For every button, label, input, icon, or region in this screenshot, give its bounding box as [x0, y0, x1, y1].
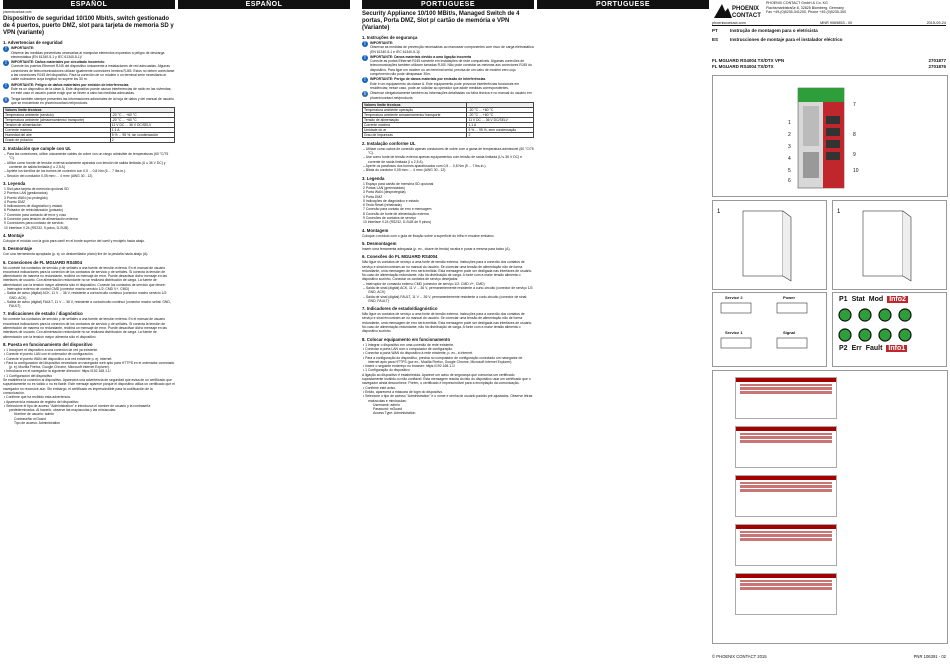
notice-text: Observar as medidas de prevenção necessárias ao manusear componentes com risco de carga eletrostática (EN 61340-5-1 e IEC 61340-5-1)!: [370, 45, 534, 54]
notice-title: IMPORTANTE: Daños materiales por circuitado incorrecto: [11, 60, 105, 65]
address-line: Flachsmarktstraße 8, 32825 Blomberg, Germany: [766, 5, 844, 10]
info-icon: i: [3, 97, 9, 103]
table-cell: -20 °C ... +60 °C: [110, 118, 174, 123]
device-illustration: [713, 76, 947, 196]
device-illustration-panel: [712, 75, 948, 197]
column-es-left: [3, 0, 175, 672]
list-item: Password: mGuard: [373, 407, 403, 412]
list-item: 4 Puerto DMZ: [4, 199, 26, 204]
column-header: PORTUGUESE: [537, 0, 709, 9]
notice-title: IMPORTANTE: Danos materiais devido a uma ligação incorreta: [370, 54, 472, 59]
list-item: Username: admin: [373, 402, 400, 407]
led-label: Info2: [889, 296, 906, 303]
doc-meta: [712, 21, 946, 26]
power-label: Power: [783, 295, 796, 300]
list-item: – Para las conexiones, utilice únicamente cables de cobre con un rango admisible de temperaturas (60 °C/75 °C).: [4, 152, 169, 161]
login-screen-thumbnail: [735, 524, 837, 566]
list-item: • Selecione o tipo de acesso "Administration" e o nome e senha de usuário padrão pré-ajustados. Observe letras maiúsculas e minúsculas:: [363, 394, 533, 403]
paragraph: Inserir uma ferramenta adequada (p. ex., chave de fenda) na aba e puxar a mesma para baixo (A).: [362, 246, 511, 251]
list-item: 4 Porta DMZ: [363, 194, 383, 199]
legend-list: [3, 187, 175, 230]
table-cell: 1,1 A: [467, 122, 534, 127]
svg-text:3: 3: [788, 144, 791, 150]
lang-code: PT: [712, 28, 718, 33]
list-item: • Aparecerá la máscara de registro del dispositivo.: [4, 399, 80, 404]
list-item: • Conectar a porta WAN do dispositivo à rede existente, p. ex., à Internet.: [363, 351, 473, 356]
column-pt-left: [362, 0, 534, 672]
service2-label: Service 2: [725, 295, 743, 300]
notice: [362, 77, 534, 90]
led-indicators: [833, 293, 946, 366]
company-name: PHOENIX CONTACT GmbH & Co. KG: [766, 1, 828, 5]
warning-icon: !: [362, 41, 368, 47]
svg-text:8: 8: [853, 132, 856, 138]
section-heading: 3. Legenda: [362, 175, 385, 181]
dismounting-panel: [832, 200, 947, 290]
list-item: 10 Interface V.24 (RS232, 9 polos, D-SUB): [4, 225, 69, 230]
table-row: [4, 138, 175, 143]
notice-text: Conecte los puertos Ethernet RJ45 del dispositivo únicamente a instalaciones de red adecuadas. Algunas conexiones de telecomunicaciones utilizan igualmente conectores hembra RJ45. Estos no deben conectarse a las conexiones RJ45 del dispositivo. Para la conexión de un módem o un terminal serie necesitará un cable nulmodem cuya longitud no supere los 30 m.: [11, 64, 175, 82]
terminal-blocks-diagram: [713, 293, 826, 366]
column-header: PORTUGUESE: [362, 0, 534, 9]
list-item: • 1 Configuración del dispositivo: [4, 373, 53, 378]
paragraph: Coloque o módulo com o guia de fixação sobre a superfície do trilho e encaixe embaixo.: [362, 233, 495, 238]
list-item: • Para la configuración del dispositivo necesitará un navegador web apto para HTTPS en el ordenador conectado (p. ej. Mozilla Firefox, Google Chrome, Microsoft Internet Explorer).: [4, 360, 175, 370]
svg-text:CONTACT: CONTACT: [732, 13, 761, 19]
list-item: • Então, aparecerá a máscara de login do dispositivo.: [363, 389, 444, 394]
lang-title: Instrução de montagem para o eletricista: [730, 28, 818, 33]
notice: [3, 60, 175, 81]
section-heading: 8. Puesta en funcionamiento del dispositivo: [3, 341, 93, 347]
product-number: 2701877: [928, 58, 946, 63]
language-list: [712, 28, 946, 42]
lang-title: Instrucciones de montaje para el instalador eléctrico: [730, 36, 843, 42]
svg-text:1: 1: [717, 209, 721, 215]
paragraph: Não ligue os contatos de serviço a uma fonte de tensão externa. Instruções para a conexão dos contatos de serviço e sinal encontram-se no manual do usuário. Se conectar uma tensão de alimentação não de forma redundante, uma mensagem de erro será emitida. Esta mensagem pode ser desligada nas interfaces de usuário. No caso de alimentação redundante, não há distribuição de carga. A fonte com a maior tensão alimenta o dispositivo sozinho. Conectar os contatos de serviço desejados:: [362, 260, 533, 282]
list-item: – Aperte os parafusos dos bornes aparafusados com 0,5 ... 0,8 Nm (5 ... 7 lbs-in.).: [363, 164, 487, 169]
bullet-list: [362, 147, 534, 173]
list-item: Contraseña: mGuard: [14, 416, 46, 421]
notice: [3, 46, 175, 59]
list-item: • Confirme este aviso.: [363, 385, 397, 390]
table-cell: 5 % ... 95 %, sem condensação: [467, 127, 534, 132]
section-heading: 7. Indicaciones de estado / diagnóstico: [3, 311, 83, 317]
warning-icon: !: [362, 55, 368, 61]
table-cell: -20 °C ... +60 °C: [467, 112, 534, 117]
list-item: – Utilice como fuente de tensión externa solamente aparatos con tensión de salida limitada (U ≤ 36 V DC) y corriente de salida limitada (I ≤ 2,5 A): [4, 160, 166, 170]
table-cell: Humedad del aire: [4, 133, 111, 138]
table-cell: Temperatura ambiente operação: [363, 107, 467, 112]
table-cell: Grau de impurezas: [363, 132, 467, 137]
bullet-list: [362, 386, 534, 403]
paragraph: Coloque el módulo con la guía para carril en el borde superior del carril y encájelo hacia abajo.: [3, 238, 146, 243]
table-cell: 11 V DC ... 36 V DC/SELV: [467, 117, 534, 122]
page-footer: [712, 654, 946, 659]
notice-text: Conecte as portas Ethernet RJ45 somente em instalações de rede compatíveis. Algumas conexões de telecomunicações também utilizam tomadas RJ45. Não pode conectar as mesmas aos conectores RJ45 do dispositivo. Para ligar um modem ou um terminal serial, precisa de um cabo de modem zero cujo comprimento não pode ultrapassar 30m.: [370, 59, 532, 77]
table-cell: 11 V DC ... 36 V DC/SELV: [110, 123, 174, 128]
list-item: – Saída de sinal (digital) FAULT, 11 V ... 36 V, permanentemente resistente a curto-circuito (conector de sinal: GND, FAULT): [363, 294, 528, 303]
list-item: Nombre de usuario: admin: [14, 412, 54, 417]
notice-text: Observar obrigatoriamente também as informações detalhadas na folha técnica e no manual do usuário em phoenixcontact.net/products.: [370, 91, 532, 100]
list-item: – Utilizar como cabos de conexão apenas condutores de cobre com a gama de temperatura admissível (60 °C/75 °C).: [363, 146, 534, 156]
signal-label: Signal: [783, 330, 796, 335]
svg-text:2: 2: [788, 132, 791, 138]
list-item: 6 Tecla Reset (rebaixada): [363, 203, 402, 208]
bullet-list: [3, 395, 175, 412]
notice-text: Tenga también siempre presentes las informaciones adicionales de la hoja de datos y del manual de usuario que se encuentran en phoenixcontact.net/products.: [11, 96, 174, 105]
warning-icon: !: [3, 46, 9, 52]
list-item: 2 Puertos LAN (gestionados): [4, 191, 48, 196]
list-item: – Salida de aviso (digital) ACK, 11 V ... 36 V, resistente a cortocircuito continuo (conector macho servicio 1/2: GND, ACK): [4, 291, 168, 300]
led-label-row-2: [839, 345, 907, 352]
section-heading: 1. Instruções de segurança: [362, 35, 418, 40]
list-item: • Inserir o seguinte endereço no browser: https://192.168.1.1/: [363, 364, 455, 369]
column-es-right: [178, 0, 350, 672]
section-heading: 6. Conexões do FL MGUARD RS4004: [362, 254, 438, 260]
list-item: • Conecte el puerto LAN con el ordenador de configuración.: [4, 352, 94, 357]
paragraph: Se establece la conexión al dispositivo. Aparecerá una advertencia de seguridad que avisa de un certificado que supuestamente no es válido o no es fiable. Este mensaje aparece porque el dispositivo utiliza un certificado que el navegador no reconoce aún. Sin embargo, el certificado es imprescindible para la codificación de la comunicación.: [3, 378, 175, 395]
table-cell: 1,1 A: [110, 128, 174, 133]
bullet-list: [3, 287, 175, 308]
credentials: [3, 412, 175, 425]
notice: [362, 55, 534, 76]
din-rail-dismounting-diagram: [833, 201, 946, 289]
table-cell: 5 % ... 95 %, sin condensación: [110, 133, 174, 138]
mnr-number: MNR 9069853 - 00: [820, 21, 853, 25]
table-cell: Tensión de alimentación: [4, 123, 111, 128]
column-header: ESPAÑOL: [3, 0, 175, 9]
paragraph: A ligação ao dispositivo é estabelecida. Aparece um aviso de segurança que comunica um certificado supostamente inválido ou não confiável. Esta mensagem resulta do fato do dispositivo usar um certificado que o navegador ainda desconhece. Porém, o certificado é imprescindível para a encriptação da comunicação.: [362, 372, 531, 386]
list-item: 10 Interface V.24 (RS232, D-SUB de 9 pinos): [363, 220, 432, 225]
phone-line: Fax +49-(0)5235-341200, Phone +49-(0)5235-300: [766, 10, 847, 14]
service1-label: Service 1: [725, 330, 743, 335]
list-item: 9 Conexões de contatos de serviço: [363, 216, 416, 221]
list-item: 7 Conexão para contato de erro e mensagem: [363, 207, 432, 212]
list-item: 5 Indicações de diagnóstico e estado: [363, 198, 419, 203]
list-item: – Saída de sinal (digital) ACK, 11 V ... 36 V, permanentemente resistente a curto-circuito (conector de serviço 1/2: GND, ACK): [363, 285, 534, 295]
list-item: • Conecte el puerto WAN del dispositivo a la red existente p. ej. Internet.: [4, 356, 113, 361]
svg-text:9: 9: [853, 152, 856, 158]
section-heading: 3. Leyenda: [3, 180, 26, 186]
login-screen-thumbnail: [735, 426, 837, 468]
table-cell: Temperatura ambiente (servicio): [4, 113, 111, 118]
table-cell: Temperatura ambiente armazenamento/ transporte: [363, 112, 467, 117]
pnr-number: PNR 106391 - 02: [913, 654, 946, 659]
column-pt-right: [537, 0, 709, 672]
list-item: 1 Espaço para cartão de memória SD opcional: [363, 181, 434, 186]
notice-text: Observe las medidas preventivas necesarias al manipular elementos expuestos a peligro de descarga electrostática (EN 61340-5-1 y IEC 61340-5-1)!: [11, 50, 165, 59]
notice: [3, 83, 175, 96]
limit-values-table: [362, 102, 534, 138]
list-item: – Salida de aviso (digital) FAULT, 11 V ... 36 V, resistente a cortocircuito continuo (conector macho señal: GND, FAULT): [4, 299, 171, 309]
list-item: 2 Portas LAN (gerenciadas): [363, 185, 405, 190]
bullet-list: [362, 282, 534, 303]
section-heading: 5. Desmontagem: [362, 240, 397, 246]
table-cell: Corrente máxima: [363, 122, 467, 127]
table-cell: -20 °C ... +60 °C: [467, 107, 534, 112]
warning-icon: !: [3, 60, 9, 66]
list-item: • 1 Configuração do dispositivo: [363, 368, 410, 373]
svg-text:7: 7: [853, 102, 856, 108]
section-heading: 1. Advertencias de seguridad: [3, 40, 63, 46]
table-cell: Tensão de alimentação: [363, 117, 467, 122]
table-row: [363, 132, 534, 137]
paragraph: Con una herramienta apropiada (p. ej. un destornillador plano) tire de la pestaña hacia abajo (A).: [3, 252, 149, 257]
table-cell: 2: [467, 132, 534, 137]
notice-text: Este es un dispositivo de la clase A. Este dispositivo puede causar interferencias de radio en las viviendas; en este caso el usuario puede exigir que se lleven a cabo las medidas adecuadas.: [11, 86, 172, 96]
column-info: [712, 0, 948, 672]
list-item: 3 Porta WAN (desprotegida): [363, 190, 406, 195]
list-item: Tipo de acceso: Administration: [14, 421, 61, 425]
notice-title: IMPORTANTE: Perigo de danos materiais por emissão de interferências: [370, 77, 486, 82]
section-heading: 5. Desmontaje: [3, 246, 33, 252]
section-heading: 2. Instalación que cumple con UL: [3, 146, 72, 152]
paragraph: No conecte los contactos de servicio y de señales a una fuente de tensión externa. En el manual de usuario encontrará indicaciones para la conexión de los contactos de servicio y de señales. Si conecta la tensión de alimentación de manera no redundante, recibirá un mensaje de error. Puede desactivar dicho mensaje en las interfaces de usuario. Con alimentación redundante no se realizará distribución de carga. La fuente de alimentación con la tensión mayor alimenta sólo el dispositivo. Conecte los contactos de servicio que desee:: [3, 265, 167, 287]
list-item: 1 Slot para tarjeta de memoria opcional SD: [4, 186, 69, 191]
list-item: 5 Indicaciones de diagnóstico y estado: [4, 204, 63, 209]
list-item: • Conectar a porta LAN com o computador de configuração.: [363, 346, 453, 351]
led-label: P1: [839, 296, 848, 303]
paragraph: Não ligue os contatos de serviço a uma fonte de tensão externa. Instruções para a conexão dos contatos de serviço e sinal encontram-se no manual do usuário. Se conectar uma tensão de alimentação não de forma redundante, uma mensagem de erro será emitida. Esta mensagem pode ser desligada nas interfaces de usuário. No caso de alimentação redundante, não há distribuição de carga. A fonte com a maior tensão alimenta o dispositivo sozinho.: [362, 312, 533, 334]
notice: [362, 91, 534, 100]
list-item: 8 Conexión para tensión de alimentación externa: [4, 217, 78, 222]
section-heading: 4. Montagem: [362, 227, 389, 233]
notice-title: IMPORTANTE:: [370, 41, 394, 45]
table-cell: Corriente máxima: [4, 128, 111, 133]
led-label: Fault: [865, 345, 883, 352]
svg-text:5: 5: [788, 168, 791, 174]
svg-text:PHOENIX: PHOENIX: [732, 6, 760, 12]
section-heading: 2. Instalação conforme UL: [362, 140, 416, 146]
connections-panel: [712, 292, 827, 367]
list-item: – Interruptor externo de control CMD (conector macho servicio 1/2: CMD V+, CMD): [4, 286, 130, 291]
svg-text:6: 6: [788, 178, 791, 184]
list-item: • Introduzca en el navegador la siguiente dirección: https://192.168.1.1/: [4, 369, 111, 374]
warning-icon: !: [362, 77, 368, 83]
table-cell: -20 °C ... +60 °C: [110, 113, 174, 118]
svg-text:4: 4: [788, 156, 791, 162]
lang-code: ES: [712, 36, 719, 42]
list-item: 6 Pulsador de reinicialización (pulsado): [4, 208, 63, 213]
product-name: FL MGUARD RS4004 TX/DTX: [712, 63, 774, 69]
doc-title: Security Appliance 10/100 MBit/s, Managed Switch de 4 portas, Porta DMZ, Slot p/ cartão de memória e VPN (Variante): [362, 11, 520, 31]
list-item: 9 Conexiones para contacto de servicio: [4, 221, 64, 226]
led-label: P2: [839, 345, 848, 352]
section-heading: 4. Montaje: [3, 232, 25, 238]
product-list: [712, 58, 946, 69]
led-label: Err: [851, 345, 862, 352]
svg-text:1: 1: [837, 209, 841, 215]
web-address: phoenixcontact.com: [712, 21, 746, 25]
notice-title: IMPORTANTE: Peligro de daños materiales por emisión de interferencias: [11, 82, 129, 87]
list-item: – Apriete los tornillos de los bornes de conexión con 0,5 ... 0,8 Nm (5 ... 7 lbs-in.).: [4, 169, 127, 174]
login-screen-thumbnail: [735, 573, 837, 615]
legend-list: [362, 182, 534, 225]
section-heading: 8. Colocar equipamento em funcionamento: [362, 336, 451, 342]
section-heading: 6. Conexiones de FL MGUARD RS4004: [3, 259, 82, 265]
phoenix-contact-logo: [712, 2, 764, 20]
product-name: FL MGUARD RS4004 TX/DTX VPN: [712, 58, 785, 63]
list-item: 7 Conexión para contacto de error y voso: [4, 212, 67, 217]
led-label: Stat: [851, 296, 865, 303]
date: 2015-09-24: [926, 21, 946, 25]
led-panel: [832, 292, 947, 367]
led-label: Info1: [888, 345, 906, 352]
limit-values-table: [3, 107, 175, 143]
list-item: • Confirme que ha recibido esta advertencia.: [4, 395, 71, 400]
column-header: ESPAÑOL: [178, 0, 350, 9]
svg-text:10: 10: [853, 168, 859, 174]
warning-icon: !: [3, 83, 9, 89]
section-heading: 7. Indicadores de estado/diagnóstico: [362, 306, 438, 312]
notice: [362, 41, 534, 54]
list-item: – Bitola do condutor 0,05 mm² ... 4 mm² (AWG 30 - 12): [363, 168, 446, 173]
credentials: [362, 403, 534, 416]
svg-text:1: 1: [788, 120, 791, 126]
list-item: Access Type: Administration: [373, 411, 416, 416]
list-item: – Interruptor de comando externo CMD (conector de serviço 1/2: CMD V+, CMD): [363, 281, 485, 286]
company-address: [766, 1, 846, 15]
notice-text: Este é um equipamento da classe A. Este equipamento pode provocar interferências funcionais em residências; nesse caso, pode-se solicitar ao operador que adote medidas correspondentes.: [370, 81, 520, 90]
table-cell: Umidade do ar: [363, 127, 467, 132]
web-address: phoenixcontact.com: [3, 10, 32, 14]
bullet-list: [3, 152, 175, 178]
list-item: 8 Conexão de fonte de alimentação externa: [363, 211, 429, 216]
din-rail-mounting-diagram: [713, 201, 826, 289]
bullet-list: [362, 343, 534, 373]
login-screen-thumbnail: [735, 475, 837, 517]
bullet-list: [3, 348, 175, 378]
table-cell: Valores limite técnicos: [363, 102, 467, 107]
list-item: • 1 Incorpore el dispositivo a una conexión de red ya existente.: [4, 347, 99, 352]
list-item: 3 Puerto WAN (no protegido): [4, 195, 48, 200]
table-cell: Valores límite técnicos: [4, 108, 111, 113]
info-icon: i: [362, 91, 368, 97]
table-cell: 2: [110, 138, 174, 143]
led-label: Mod: [868, 296, 884, 303]
mounting-panel: [712, 200, 827, 290]
notice-title: IMPORTANTE:: [11, 46, 35, 51]
web-interface-screenshots-panel: [712, 370, 948, 644]
table-cell: Grado de polución: [4, 138, 111, 143]
copyright: © PHOENIX CONTACT 2015: [712, 654, 767, 659]
doc-title: Dispositivo de seguridad 10/100 Mbit/s, switch gestionado de 4 puertos, puerto DMZ, slot para tarjeta de memoria SD y VPN (variante): [3, 16, 174, 37]
table-cell: Temperatura ambiente (almacenamiento/ transporte): [4, 118, 111, 123]
list-item: • Para a configuração do dispositivo, precisa no computador de configuração conectado um navegador de internet apto para HTTPS (por ex., Mozilla Firefox, Google Chrome, Microsoft Internet Explorer).: [363, 355, 523, 364]
list-item: – Sección del conductor 0,05 mm² ... 4 mm² (AWG 30 - 12): [4, 173, 93, 178]
list-item: • Seleccione el tipo de acceso "Administration" e introduzca el nombre de usuario y la contraseña predeterminados. Al hacerlo, observe las mayúsculas y las minúsculas:: [4, 403, 151, 413]
product-number: 2701876: [928, 63, 946, 69]
list-item: – Use como fonte de tensão externa apenas equipamentos com tensão de saída limitada (U ≤ 36 V DC) e corrente de saída limitada (I ≤ 2,5 A).: [363, 155, 523, 164]
login-screen-thumbnail: [735, 377, 837, 419]
list-item: • 1 Integrar o dispositivo em uma conexão de rede existente.: [363, 342, 455, 347]
notice: [3, 97, 175, 106]
paragraph: No conecte los contactos de servicio y de señales a una fuente de tensión externa. En el manual de usuario encontrará indicaciones para la conexión de los contactos de servicio y de señales. Si conecta la tensión de alimentación de manera no redundante, recibirá un mensaje de error. Puede desactivar dicho mensaje en las interfaces de usuario. Con alimentación redundante no se realizará distribución de carga. La fuente de alimentación con la tensión mayor alimenta sólo el dispositivo.: [3, 317, 167, 339]
